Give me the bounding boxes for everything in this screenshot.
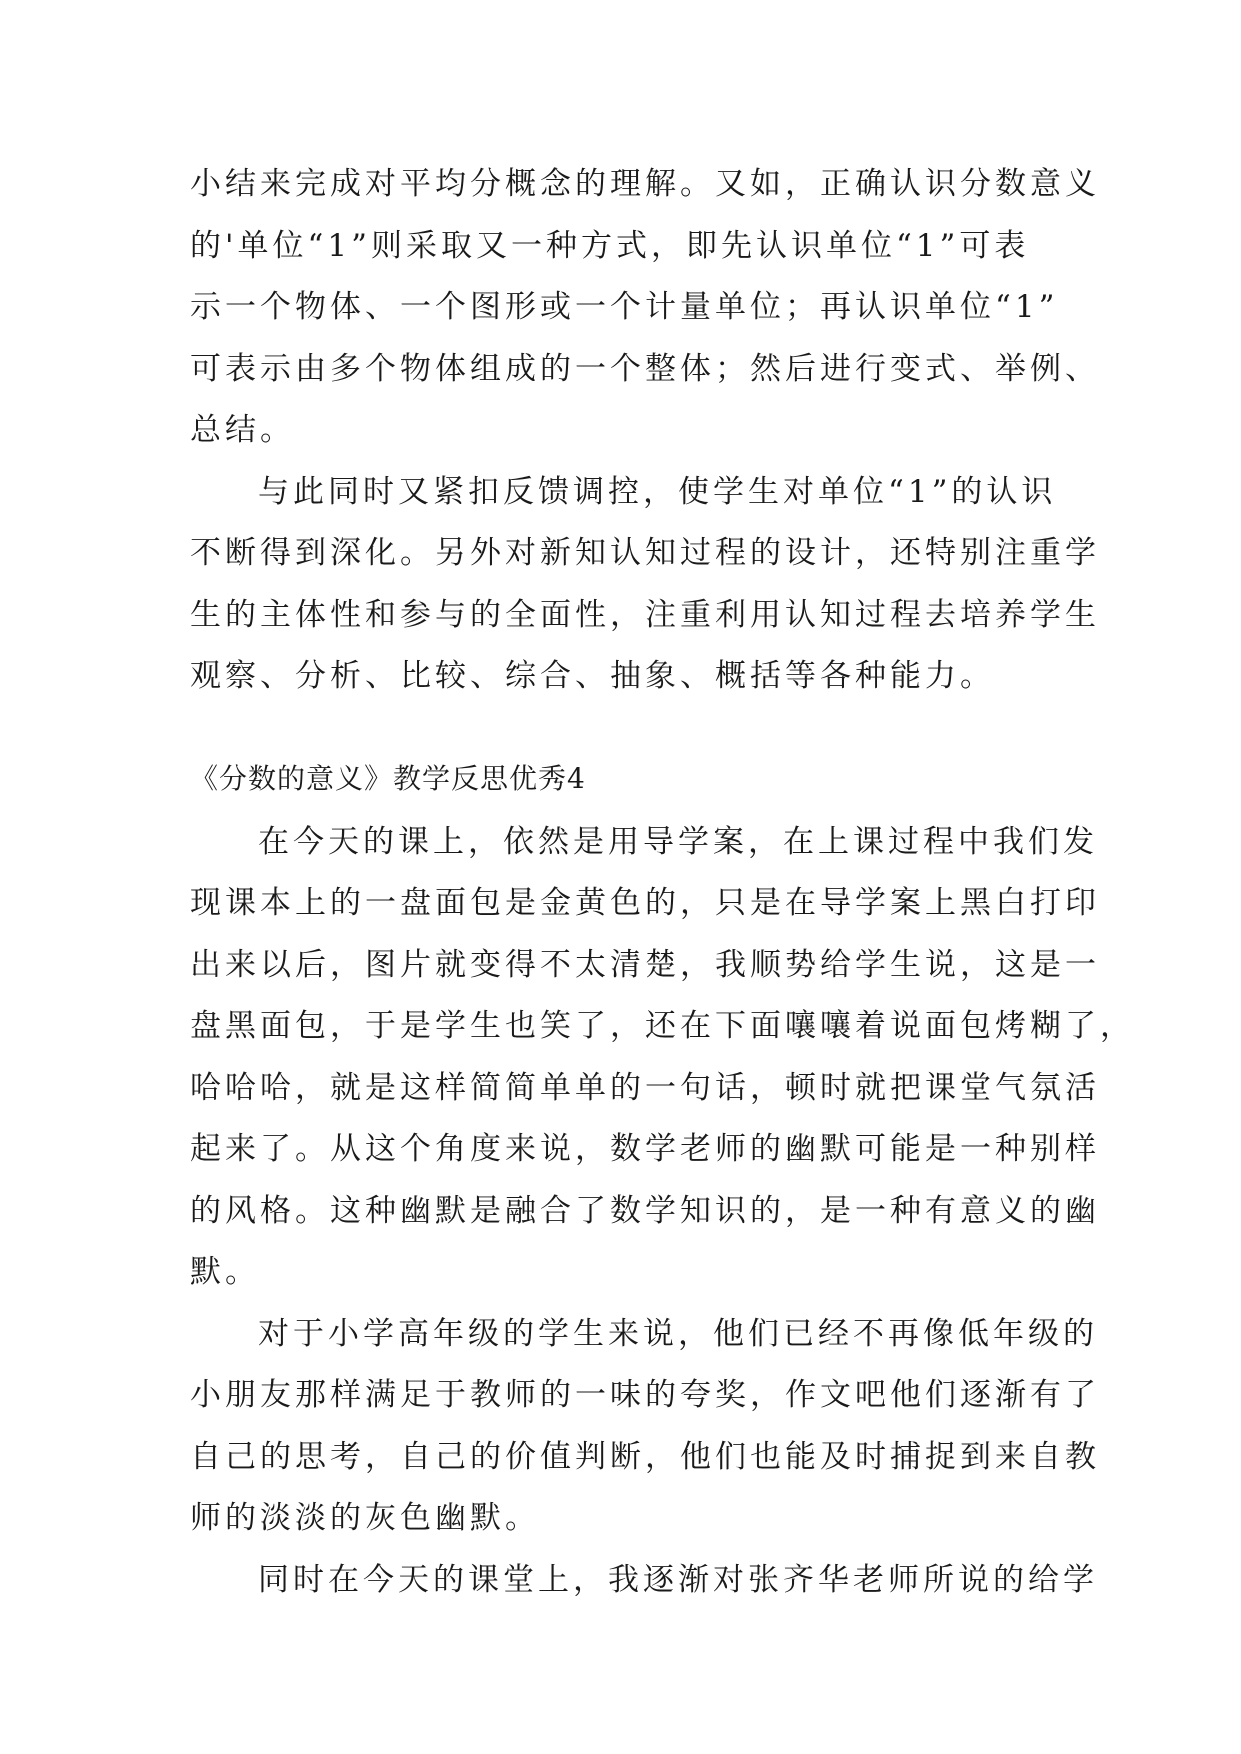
para4-line-3: 自己的思考，自己的价值判断，他们也能及时捕捉到来自教 — [190, 1439, 1100, 1475]
para1-line-1: 小结来完成对平均分概念的理解。又如，正确认识分数意义 — [190, 166, 1100, 202]
para2-line-2: 不断得到深化。另外对新知认知过程的设计，还特别注重学 — [190, 535, 1100, 571]
para1-line-5: 总结。 — [190, 412, 295, 448]
para1-line-3: 示一个物体、一个图形或一个计量单位；再认识单位“1” — [190, 289, 1059, 325]
para3-line-3: 出来以后，图片就变得不太清楚，我顺势给学生说，这是一 — [190, 947, 1100, 983]
para3-line-8: 默。 — [190, 1254, 260, 1290]
para2-line-3: 生的主体性和参与的全面性，注重利用认知过程去培养学生 — [190, 597, 1100, 633]
section-heading: 《分数的意义》教学反思优秀4 — [190, 762, 586, 795]
para4-line-4: 师的淡淡的灰色幽默。 — [190, 1500, 540, 1536]
para3-line-1: 在今天的课上，依然是用导学案，在上课过程中我们发 — [258, 824, 1098, 860]
para2-line-1: 与此同时又紧扣反馈调控，使学生对单位“1”的认识 — [258, 474, 1057, 510]
para1-line-4: 可表示由多个物体组成的一个整体；然后进行变式、举例、 — [190, 351, 1100, 387]
para1-line-2: 的'单位“1”则采取又一种方式，即先认识单位“1”可表 — [190, 228, 1030, 264]
para4-line-1: 对于小学高年级的学生来说，他们已经不再像低年级的 — [258, 1316, 1098, 1352]
para3-line-7: 的风格。这种幽默是融合了数学知识的，是一种有意义的幽 — [190, 1193, 1100, 1229]
para3-line-6: 起来了。从这个角度来说，数学老师的幽默可能是一种别样 — [190, 1131, 1100, 1167]
para4-line-2: 小朋友那样满足于教师的一味的夸奖，作文吧他们逐渐有了 — [190, 1377, 1100, 1413]
para5-line-1: 同时在今天的课堂上，我逐渐对张齐华老师所说的给学 — [258, 1562, 1098, 1598]
para3-line-2: 现课本上的一盘面包是金黄色的，只是在导学案上黑白打印 — [190, 885, 1100, 921]
para3-line-5: 哈哈哈，就是这样简简单单的一句话，顿时就把课堂气氛活 — [190, 1070, 1100, 1106]
para3-line-4: 盘黑面包，于是学生也笑了，还在下面嚷嚷着说面包烤糊了， — [190, 1008, 1135, 1044]
para2-line-4: 观察、分析、比较、综合、抽象、概括等各种能力。 — [190, 658, 995, 694]
